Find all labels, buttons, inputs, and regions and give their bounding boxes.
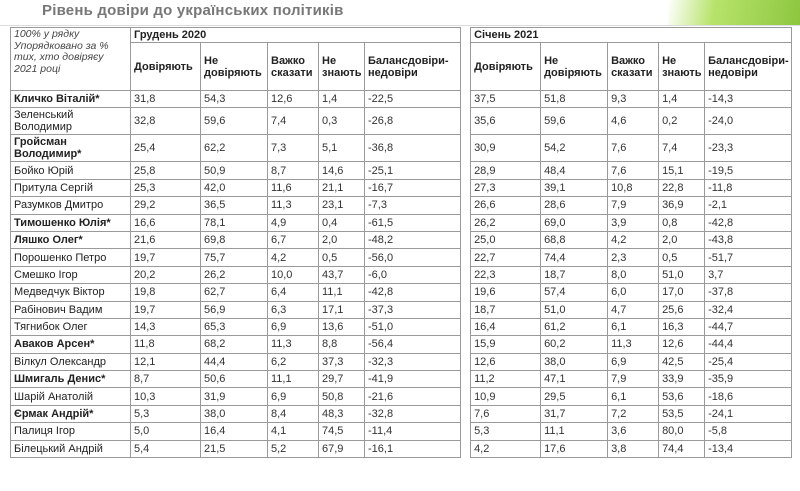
value-cell: 0,2 [659,108,705,135]
table-row [11,318,792,335]
value-cell: -44,7 [705,318,792,335]
value-cell: -24,0 [705,108,792,135]
value-cell: 10,3 [131,388,201,405]
value-cell: 61,2 [541,318,608,335]
value-cell: 48,3 [319,405,365,422]
value-cell: -24,1 [705,405,792,422]
value-cell: 10,8 [608,179,659,196]
value-cell: 5,4 [131,440,201,457]
value-cell: 51,8 [541,91,608,108]
value-cell: 26,6 [471,197,541,214]
column-header: Не довіряють [201,43,268,91]
column-gap [461,336,471,353]
value-cell: 39,1 [541,179,608,196]
value-cell: -42,8 [365,284,461,301]
column-gap [461,318,471,335]
value-cell: -41,9 [365,371,461,388]
value-cell: 16,4 [201,423,268,440]
value-cell: -26,8 [365,108,461,135]
value-cell: 10,0 [268,266,319,283]
value-cell: 57,4 [541,284,608,301]
value-cell: 62,7 [201,284,268,301]
value-cell: 7,6 [608,135,659,162]
value-cell: 7,2 [608,405,659,422]
value-cell: 31,7 [541,405,608,422]
value-cell: -21,6 [365,388,461,405]
politician-name: Тимошенко Юлія* [11,214,131,231]
value-cell: 59,6 [201,108,268,135]
value-cell: 47,1 [541,371,608,388]
value-cell: -6,0 [365,266,461,283]
column-gap [461,135,471,162]
table-row [11,249,792,266]
value-cell: 19,6 [471,284,541,301]
value-cell: 23,1 [319,197,365,214]
value-cell: 38,0 [201,405,268,422]
value-cell: 43,7 [319,266,365,283]
column-gap [461,353,471,370]
value-cell: -5,8 [705,423,792,440]
value-cell: 11,3 [268,336,319,353]
value-cell: 15,1 [659,162,705,179]
value-cell: 31,8 [131,91,201,108]
value-cell: 68,2 [201,336,268,353]
value-cell: 8,7 [268,162,319,179]
politician-name: Палиця Ігор [11,423,131,440]
column-header: Довіряють [471,43,541,91]
value-cell: 11,3 [608,336,659,353]
politician-name: Смешко Ігор [11,266,131,283]
value-cell: 25,4 [131,135,201,162]
politician-name: Кличко Віталій* [11,91,131,108]
table-row [11,301,792,318]
value-cell: 12,6 [659,336,705,353]
value-cell: 36,9 [659,197,705,214]
column-gap [461,91,471,108]
value-cell: 27,3 [471,179,541,196]
value-cell: 20,2 [131,266,201,283]
value-cell: 67,9 [319,440,365,457]
politician-name: Медведчук Віктор [11,284,131,301]
value-cell: 25,0 [471,231,541,248]
value-cell: 42,5 [659,353,705,370]
value-cell: 13,6 [319,318,365,335]
value-cell: 6,0 [608,284,659,301]
table-row [11,135,792,162]
value-cell: -25,4 [705,353,792,370]
value-cell: -19,5 [705,162,792,179]
column-header: Балансдовіри-недовіри [365,43,461,91]
value-cell: 51,0 [659,266,705,283]
value-cell: -35,9 [705,371,792,388]
column-gap [461,108,471,135]
value-cell: -56,4 [365,336,461,353]
value-cell: 12,6 [471,353,541,370]
table-row [11,266,792,283]
politician-name: Разумков Дмитро [11,197,131,214]
table-body [11,91,792,458]
value-cell: 35,6 [471,108,541,135]
period-header: Січень 2021 [471,28,792,43]
value-cell: 1,4 [659,91,705,108]
column-header: Важко сказати [608,43,659,91]
value-cell: -23,3 [705,135,792,162]
value-cell: -43,8 [705,231,792,248]
value-cell: 7,6 [608,162,659,179]
value-cell: 6,1 [608,318,659,335]
table-row [11,336,792,353]
value-cell: 74,4 [541,249,608,266]
politician-name: Зеленський Володимир [11,108,131,135]
table-row [11,284,792,301]
column-gap [461,162,471,179]
value-cell: 15,9 [471,336,541,353]
column-gap [461,388,471,405]
value-cell: 8,4 [268,405,319,422]
value-cell: 17,0 [659,284,705,301]
value-cell: 28,6 [541,197,608,214]
value-cell: 26,2 [201,266,268,283]
value-cell: 6,4 [268,284,319,301]
value-cell: 2,0 [319,231,365,248]
value-cell: 5,1 [319,135,365,162]
value-cell: -32,8 [365,405,461,422]
value-cell: 11,3 [268,197,319,214]
value-cell: 69,8 [201,231,268,248]
value-cell: -37,8 [705,284,792,301]
value-cell: 9,3 [608,91,659,108]
value-cell: 4,1 [268,423,319,440]
politician-name: Єрмак Андрій* [11,405,131,422]
value-cell: -32,4 [705,301,792,318]
period-header: Грудень 2020 [131,28,461,43]
value-cell: 12,1 [131,353,201,370]
decorative-accent [668,0,800,25]
value-cell: 42,0 [201,179,268,196]
value-cell: 22,3 [471,266,541,283]
value-cell: 14,6 [319,162,365,179]
value-cell: 7,6 [471,405,541,422]
value-cell: 50,9 [201,162,268,179]
value-cell: 54,3 [201,91,268,108]
trust-table [10,27,792,458]
value-cell: 26,2 [471,214,541,231]
value-cell: 54,2 [541,135,608,162]
column-gap [461,405,471,422]
value-cell: 11,1 [268,371,319,388]
value-cell: 0,5 [659,249,705,266]
value-cell: 6,3 [268,301,319,318]
value-cell: 80,0 [659,423,705,440]
column-header: Довіряють [131,43,201,91]
value-cell: 30,9 [471,135,541,162]
politician-name: Порошенко Петро [11,249,131,266]
value-cell: 11,8 [131,336,201,353]
value-cell: 65,3 [201,318,268,335]
politician-name: Тягнибок Олег [11,318,131,335]
value-cell: -36,8 [365,135,461,162]
value-cell: 18,7 [471,301,541,318]
column-header: Не знають [319,43,365,91]
value-cell: 21,5 [201,440,268,457]
value-cell: 3,8 [608,440,659,457]
table-row [11,91,792,108]
politician-name: Шарій Анатолій [11,388,131,405]
column-gap [461,284,471,301]
value-cell: 17,1 [319,301,365,318]
value-cell: -16,7 [365,179,461,196]
value-cell: 16,4 [471,318,541,335]
value-cell: -61,5 [365,214,461,231]
value-cell: 29,7 [319,371,365,388]
value-cell: 6,2 [268,353,319,370]
value-cell: 37,3 [319,353,365,370]
value-cell: 6,9 [268,388,319,405]
value-cell: 10,9 [471,388,541,405]
value-cell: 48,4 [541,162,608,179]
value-cell: 4,2 [268,249,319,266]
politician-name: Шмигаль Денис* [11,371,131,388]
value-cell: 60,2 [541,336,608,353]
table-row [11,179,792,196]
table-row [11,440,792,457]
table-note: 100% у рядку Упорядковано за % тих, хто довіряєу 2021 році [11,28,131,91]
value-cell: 78,1 [201,214,268,231]
value-cell: 22,8 [659,179,705,196]
value-cell: 0,8 [659,214,705,231]
value-cell: -51,0 [365,318,461,335]
column-gap [461,214,471,231]
value-cell: 62,2 [201,135,268,162]
value-cell: 59,6 [541,108,608,135]
value-cell: -13,4 [705,440,792,457]
value-cell: 21,1 [319,179,365,196]
value-cell: -14,3 [705,91,792,108]
value-cell: 11,6 [268,179,319,196]
value-cell: 25,6 [659,301,705,318]
value-cell: 75,7 [201,249,268,266]
value-cell: 2,3 [608,249,659,266]
value-cell: 25,3 [131,179,201,196]
politician-name: Гройсман Володимир* [11,135,131,162]
value-cell: 4,7 [608,301,659,318]
value-cell: -2,1 [705,197,792,214]
value-cell: 25,8 [131,162,201,179]
value-cell: 19,7 [131,249,201,266]
value-cell: 0,4 [319,214,365,231]
header-divider [0,25,800,26]
value-cell: 4,2 [471,440,541,457]
value-cell: 4,6 [608,108,659,135]
value-cell: 7,3 [268,135,319,162]
value-cell: 5,3 [471,423,541,440]
value-cell: 2,0 [659,231,705,248]
column-gap [461,371,471,388]
column-header: Балансдовіри-недовіри [705,43,792,91]
value-cell: 5,0 [131,423,201,440]
value-cell: 11,2 [471,371,541,388]
value-cell: 17,6 [541,440,608,457]
value-cell: 37,5 [471,91,541,108]
value-cell: 8,7 [131,371,201,388]
page-title: Рівень довіри до українських політиків [42,2,344,19]
value-cell: 32,8 [131,108,201,135]
value-cell: 7,4 [268,108,319,135]
value-cell: 69,0 [541,214,608,231]
column-gap [461,301,471,318]
table-row [11,214,792,231]
value-cell: -32,3 [365,353,461,370]
value-cell: 1,4 [319,91,365,108]
value-cell: 50,8 [319,388,365,405]
politician-name: Притула Сергій [11,179,131,196]
value-cell: 6,7 [268,231,319,248]
value-cell: -11,4 [365,423,461,440]
column-header: Не довіряють [541,43,608,91]
value-cell: 16,6 [131,214,201,231]
value-cell: 7,4 [659,135,705,162]
value-cell: 3,6 [608,423,659,440]
value-cell: -18,6 [705,388,792,405]
value-cell: 4,2 [608,231,659,248]
value-cell: 29,2 [131,197,201,214]
table-row [11,162,792,179]
value-cell: -22,5 [365,91,461,108]
value-cell: -51,7 [705,249,792,266]
value-cell: 19,7 [131,301,201,318]
value-cell: -44,4 [705,336,792,353]
table-row [11,405,792,422]
value-cell: 36,5 [201,197,268,214]
value-cell: 5,3 [131,405,201,422]
value-cell: -42,8 [705,214,792,231]
value-cell: 16,3 [659,318,705,335]
value-cell: 21,6 [131,231,201,248]
value-cell: -48,2 [365,231,461,248]
value-cell: -16,1 [365,440,461,457]
value-cell: 19,8 [131,284,201,301]
value-cell: 14,3 [131,318,201,335]
table-row [11,371,792,388]
value-cell: 74,4 [659,440,705,457]
column-gap [461,231,471,248]
value-cell: -37,3 [365,301,461,318]
value-cell: 4,9 [268,214,319,231]
value-cell: 5,2 [268,440,319,457]
value-cell: -11,8 [705,179,792,196]
value-cell: 56,9 [201,301,268,318]
value-cell: 0,3 [319,108,365,135]
politician-name: Білецький Андрій [11,440,131,457]
value-cell: 6,9 [608,353,659,370]
column-gap [461,266,471,283]
value-cell: 0,5 [319,249,365,266]
value-cell: 3,7 [705,266,792,283]
value-cell: 29,5 [541,388,608,405]
politician-name: Рабінович Вадим [11,301,131,318]
value-cell: 6,1 [608,388,659,405]
value-cell: 22,7 [471,249,541,266]
column-gap [461,28,471,91]
value-cell: 7,9 [608,197,659,214]
value-cell: 74,5 [319,423,365,440]
column-header: Не знають [659,43,705,91]
value-cell: 11,1 [319,284,365,301]
value-cell: 18,7 [541,266,608,283]
value-cell: -56,0 [365,249,461,266]
value-cell: 6,9 [268,318,319,335]
value-cell: 31,9 [201,388,268,405]
column-gap [461,423,471,440]
value-cell: 44,4 [201,353,268,370]
table-row [11,231,792,248]
value-cell: 11,1 [541,423,608,440]
table-row [11,353,792,370]
value-cell: 50,6 [201,371,268,388]
value-cell: 51,0 [541,301,608,318]
value-cell: 7,9 [608,371,659,388]
politician-name: Вілкул Олександр [11,353,131,370]
table-row [11,108,792,135]
table-row [11,388,792,405]
value-cell: -25,1 [365,162,461,179]
column-gap [461,440,471,457]
value-cell: -7,3 [365,197,461,214]
value-cell: 38,0 [541,353,608,370]
value-cell: 12,6 [268,91,319,108]
value-cell: 53,6 [659,388,705,405]
column-gap [461,249,471,266]
politician-name: Аваков Арсен* [11,336,131,353]
value-cell: 68,8 [541,231,608,248]
column-header: Важко сказати [268,43,319,91]
value-cell: 8,8 [319,336,365,353]
value-cell: 3,9 [608,214,659,231]
value-cell: 33,9 [659,371,705,388]
column-gap [461,197,471,214]
value-cell: 53,5 [659,405,705,422]
value-cell: 8,0 [608,266,659,283]
table-row [11,197,792,214]
table-row [11,423,792,440]
value-cell: 28,9 [471,162,541,179]
politician-name: Ляшко Олег* [11,231,131,248]
column-gap [461,179,471,196]
politician-name: Бойко Юрій [11,162,131,179]
